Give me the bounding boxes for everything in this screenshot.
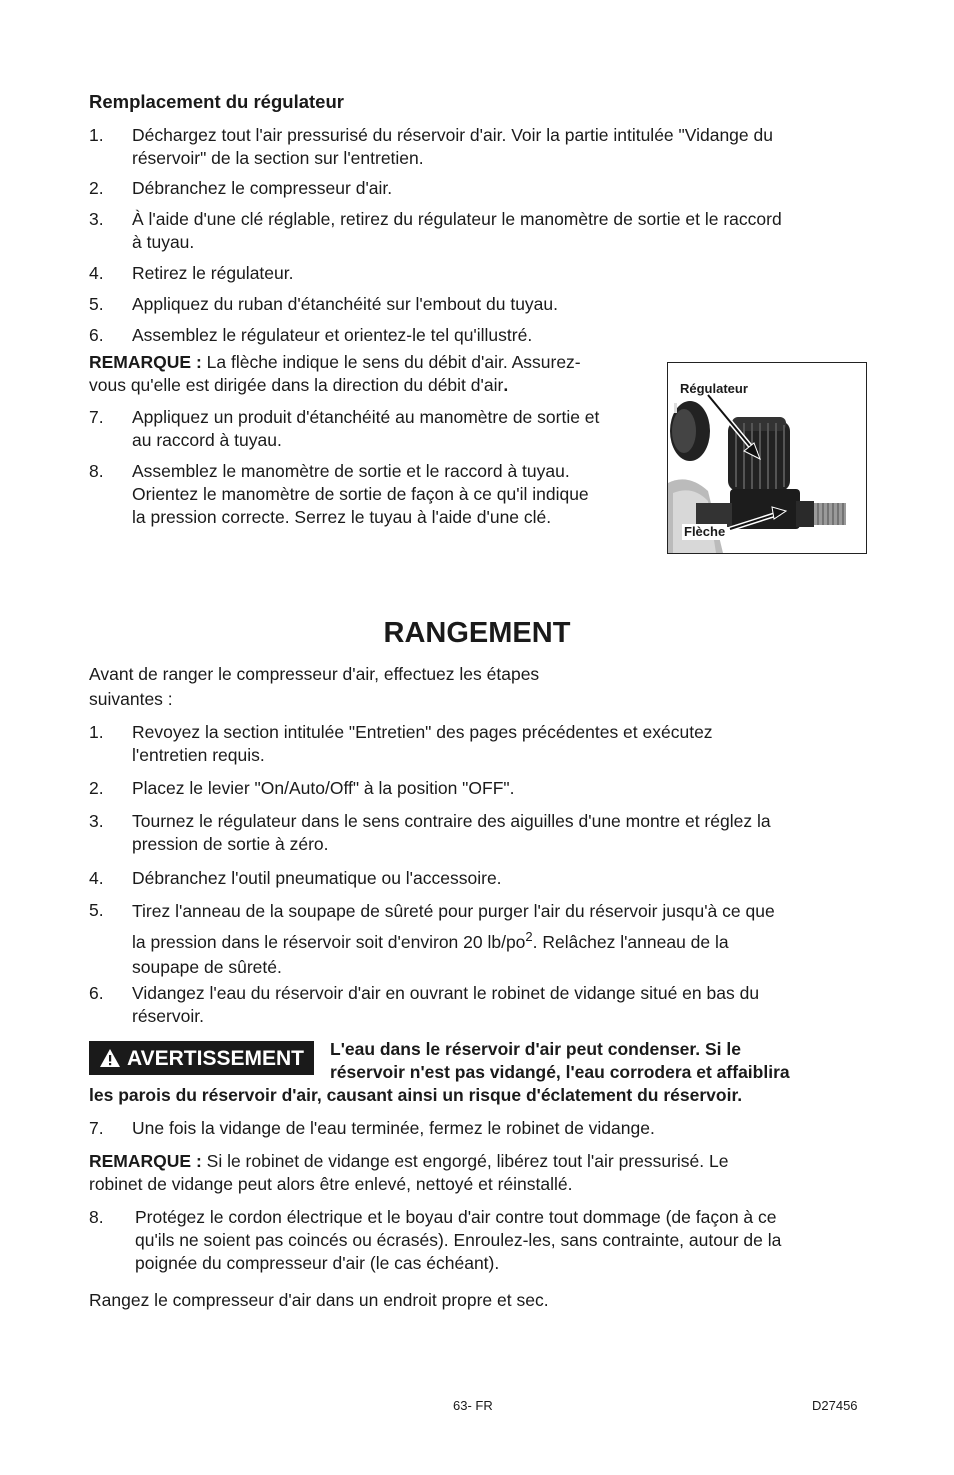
step-number: 2. [89, 178, 104, 198]
step-text: Assemblez le régulateur et orientez-le tel qu'illustré. [132, 325, 533, 345]
step-text: Vidangez l'eau du réservoir d'air en ouvrant le robinet de vidange situé en bas du réservoir. [132, 983, 760, 1026]
note-text: La flèche indique le sens du débit d'air. Assurez- [201, 352, 581, 372]
step-number: 5. [89, 294, 104, 314]
figure-label-regulator: Régulateur [680, 381, 748, 396]
step-number: 2. [89, 778, 104, 798]
step-text: Retirez le régulateur. [132, 263, 294, 283]
step-text: Débranchez l'outil pneumatique ou l'accessoire. [132, 868, 502, 888]
warning-badge-label: AVERTISSEMENT [127, 1046, 304, 1070]
page-title: RANGEMENT [383, 617, 571, 649]
step-number: 4. [89, 263, 104, 283]
page-number: 63- FR [453, 1398, 493, 1413]
step-number: 3. [89, 811, 104, 831]
step-text: Protégez le cordon électrique et le boyau d'air contre tout dommage (de façon à ce qu'ils ne soient pas coincés ou écrasés). Enroulez-les, sans contrainte, autour de la poignée du compresseur d'air (le cas échéant). [135, 1207, 782, 1273]
step-number: 1. [89, 125, 104, 145]
step-number: 5. [89, 900, 104, 920]
warning-text: les parois du réservoir d'air, causant ainsi un risque d'éclatement du réservoir. [89, 1085, 743, 1105]
step-text: Tirez l'anneau de la soupape de sûreté pour purger l'air du réservoir jusqu'à ce que la pression dans le réservoir soit d'environ 20 $lb/po^2$. Relâchez l'anneau de la soupape de sûreté. [132, 901, 775, 977]
step-number: 7. [89, 407, 104, 427]
step-text: Revoyez la section intitulée "Entretien" des pages précédentes et exécutez l'entretien requis. [132, 722, 713, 765]
note-text: robinet de vidange peut alors être enlevé, nettoyé et réinstallé. [89, 1174, 573, 1194]
note-drain [89, 1150, 879, 1196]
step-text: Appliquez du ruban d'étanchéité sur l'embout du tuyau. [132, 294, 558, 314]
step-text: Tournez le régulateur dans le sens contraire des aiguilles d'une montre et réglez la pression de sortie à zéro. [132, 811, 771, 854]
note-text: vous qu'elle est dirigée dans la direction du débit d'air [89, 375, 504, 395]
step-text: Assemblez le manomètre de sortie et le raccord à tuyau. Orientez le manomètre de sortie de façon à ce qu'il indique la pression correcte. Serrez le tuyau à l'aide d'une clé. [132, 461, 589, 527]
step-number: 6. [89, 325, 104, 345]
note-label: REMARQUE : [89, 1151, 202, 1171]
step-text: À l'aide d'une clé réglable, retirez du régulateur le manomètre de sortie et le raccord à tuyau. [132, 209, 782, 252]
document-code: D27456 [812, 1398, 858, 1413]
step-number: 4. [89, 868, 104, 888]
superscript: 2 [525, 929, 533, 944]
note-label: REMARQUE : [89, 352, 202, 372]
section-heading-regulator: Remplacement du régulateur [89, 91, 344, 112]
warning-text: L'eau dans le réservoir d'air peut condenser. Si le réservoir n'est pas vidangé, l'eau corrodera et affaiblira [330, 1039, 790, 1082]
step-number: 8. [89, 1207, 104, 1227]
regulator-figure [667, 362, 867, 554]
step-text: Débranchez le compresseur d'air. [132, 178, 393, 198]
intro-text: Avant de ranger le compresseur d'air, effectuez les étapes suivantes : [89, 664, 540, 709]
step-text: Placez le levier "On/Auto/Off" à la position "OFF". [132, 778, 515, 798]
note-regulator [89, 351, 659, 397]
step-number: 7. [89, 1118, 104, 1138]
note-text: Si le robinet de vidange est engorgé, libérez tout l'air pressurisé. Le [201, 1151, 729, 1171]
closing-text: Rangez le compresseur d'air dans un endroit propre et sec. [89, 1290, 549, 1310]
note-period: . [503, 375, 509, 395]
figure-label-arrow: Flèche [684, 524, 726, 539]
step-text: Une fois la vidange de l'eau terminée, fermez le robinet de vidange. [132, 1118, 655, 1138]
step-text: Appliquez un produit d'étanchéité au manomètre de sortie et au raccord à tuyau. [132, 407, 600, 450]
warning-badge [89, 1041, 314, 1075]
warning-triangle-icon [99, 1048, 121, 1068]
step-text: Déchargez tout l'air pressurisé du réservoir d'air. Voir la partie intitulée "Vidange du réservoir" de la section sur l'entretien. [132, 125, 773, 168]
step-number: 1. [89, 722, 104, 742]
step-number: 8. [89, 461, 104, 481]
step-number: 6. [89, 983, 104, 1003]
step-number: 3. [89, 209, 104, 229]
